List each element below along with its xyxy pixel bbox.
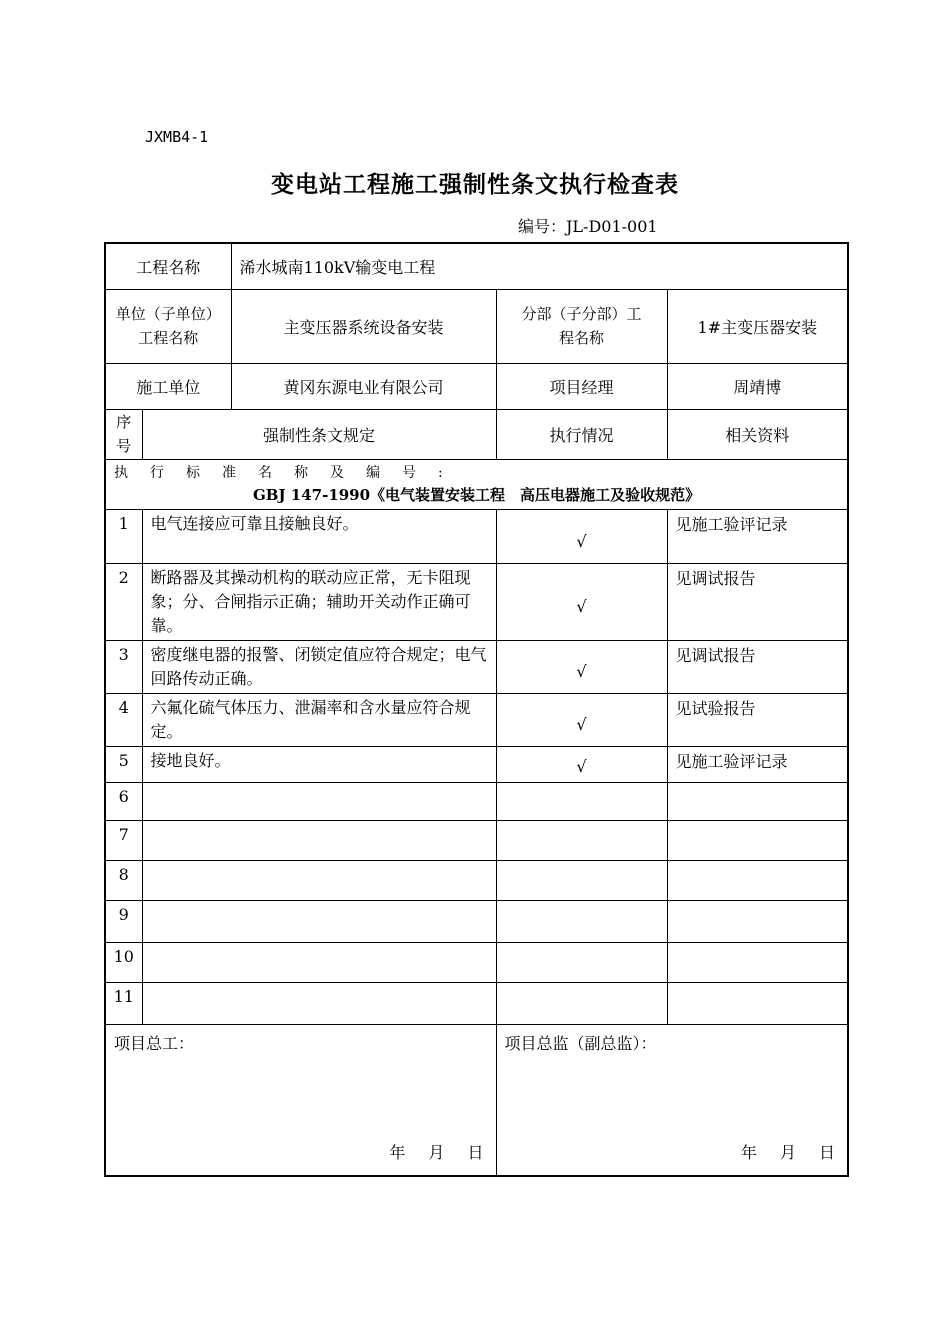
signature-right: [496, 1024, 848, 1176]
standard-row: [105, 459, 848, 509]
item-status: [496, 820, 667, 860]
item-rule: 六氟化硫气体压力、泄漏率和含水量应符合规定。: [142, 693, 496, 746]
subdivision-label: 分部（子分部）工程名称: [496, 289, 667, 363]
column-header-rule: 强制性条文规定: [142, 409, 496, 459]
chief-engineer-label: 项目总工：: [114, 1033, 195, 1053]
chief-supervisor-label: 项目总监（副总监）：: [504, 1033, 657, 1053]
item-number: 4: [105, 693, 142, 746]
table-row: [105, 860, 848, 900]
project-name-value: 浠水城南110kV输变电工程: [231, 243, 848, 289]
column-header-row: [105, 409, 848, 459]
item-status: √: [496, 509, 667, 563]
item-number: 5: [105, 746, 142, 782]
item-rule: 密度继电器的报警、闭锁定值应符合规定；电气回路传动正确。: [142, 640, 496, 693]
item-number: 8: [105, 860, 142, 900]
contractor-row: [105, 363, 848, 409]
item-status: √: [496, 640, 667, 693]
table-row: [105, 982, 848, 1024]
item-number: 7: [105, 820, 142, 860]
item-rule: [142, 782, 496, 820]
item-reference: [667, 982, 848, 1024]
item-reference: 见施工验评记录: [667, 746, 848, 782]
item-status: [496, 900, 667, 942]
table-row: [105, 640, 848, 693]
item-reference: 见调试报告: [667, 640, 848, 693]
table-row: [105, 563, 848, 640]
chief-engineer-date: 年 月 日: [389, 1142, 484, 1162]
column-header-index: 序号: [105, 409, 142, 459]
item-status: [496, 860, 667, 900]
unit-label: 单位（子单位）工程名称: [105, 289, 231, 363]
item-reference: [667, 942, 848, 982]
item-reference: [667, 782, 848, 820]
column-header-reference: 相关资料: [667, 409, 848, 459]
unit-row: [105, 289, 848, 363]
manager-label: 项目经理: [496, 363, 667, 409]
signature-left: [105, 1024, 496, 1176]
contractor-label: 施工单位: [105, 363, 231, 409]
project-name-row: [105, 243, 848, 289]
chief-supervisor-date: 年 月 日: [740, 1142, 836, 1162]
document-title: 变电站工程施工强制性条文执行检查表: [271, 171, 679, 198]
item-rule: [142, 982, 496, 1024]
inspection-form-table: [104, 242, 849, 1177]
item-reference: [667, 860, 848, 900]
item-rule: 断路器及其操动机构的联动应正常，无卡阻现象；分、合闸指示正确；辅助开关动作正确可靠。: [142, 563, 496, 640]
table-row: [105, 900, 848, 942]
item-rule: [142, 900, 496, 942]
project-name-label: 工程名称: [105, 243, 231, 289]
standard-label: 执行标准名称及编号:: [114, 465, 465, 481]
item-status: [496, 782, 667, 820]
item-reference: [667, 900, 848, 942]
item-number: 10: [105, 942, 142, 982]
item-rule: [142, 820, 496, 860]
signature-row: [105, 1024, 848, 1176]
item-number: 1: [105, 509, 142, 563]
item-rule: [142, 860, 496, 900]
table-row: [105, 509, 848, 563]
item-status: √: [496, 693, 667, 746]
item-rule: 接地良好。: [142, 746, 496, 782]
item-number: 3: [105, 640, 142, 693]
item-status: √: [496, 563, 667, 640]
item-status: [496, 982, 667, 1024]
table-row: [105, 942, 848, 982]
item-status: √: [496, 746, 667, 782]
table-row: [105, 746, 848, 782]
table-row: [105, 782, 848, 820]
manager-value: 周靖博: [667, 363, 848, 409]
item-rule: 电气连接应可靠且接触良好。: [142, 509, 496, 563]
item-status: [496, 942, 667, 982]
item-number: 9: [105, 900, 142, 942]
item-number: 2: [105, 563, 142, 640]
document-number: 编号：JL-D01-001: [518, 217, 658, 236]
subdivision-value: 1#主变压器安装: [667, 289, 848, 363]
column-header-status: 执行情况: [496, 409, 667, 459]
item-reference: 见试验报告: [667, 693, 848, 746]
item-reference: [667, 820, 848, 860]
item-reference: 见调试报告: [667, 563, 848, 640]
contractor-value: 黄冈东源电业有限公司: [231, 363, 496, 409]
unit-value: 主变压器系统设备安装: [231, 289, 496, 363]
item-rule: [142, 942, 496, 982]
table-row: [105, 693, 848, 746]
item-number: 6: [105, 782, 142, 820]
document-code: JXMB4-1: [145, 128, 209, 146]
item-number: 11: [105, 982, 142, 1024]
table-row: [105, 820, 848, 860]
standard-name: GBJ 147-1990《电气装置安装工程 高压电器施工及验收规范》: [252, 486, 701, 504]
item-reference: 见施工验评记录: [667, 509, 848, 563]
